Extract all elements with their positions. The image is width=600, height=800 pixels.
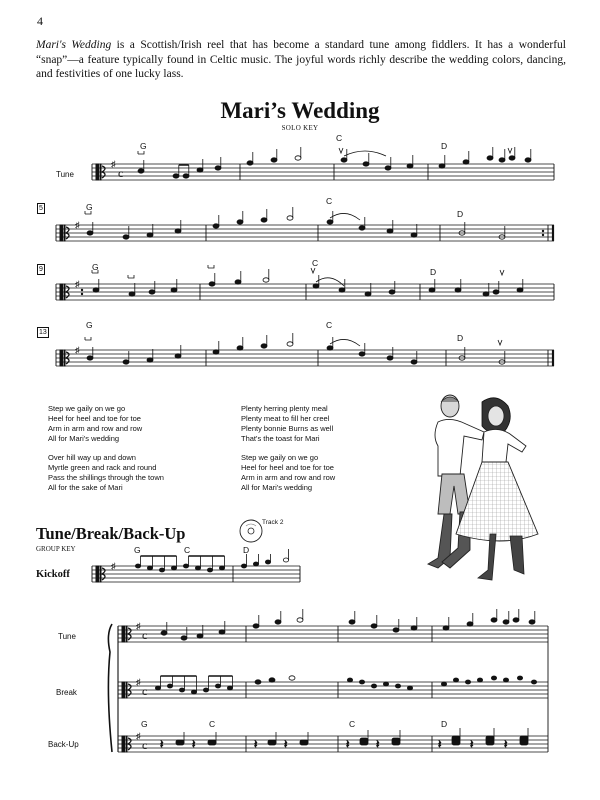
svg-text:𝄽: 𝄽 <box>470 739 474 751</box>
kickoff-chord-d: D <box>243 545 250 555</box>
chord-line4-d: D <box>457 333 464 343</box>
svg-text:𝄽: 𝄽 <box>346 739 350 751</box>
solo-key-label: SOLO KEY <box>281 124 319 132</box>
chord-line2-d: D <box>457 209 464 219</box>
svg-text:♯: ♯ <box>75 345 80 355</box>
backup-chord-d: D <box>441 719 448 729</box>
svg-text:𝄽: 𝄽 <box>284 739 288 751</box>
chord-line3-g: G <box>92 262 99 272</box>
chord-line1-d: D <box>441 141 448 151</box>
lyric-line: Arm in arm and row and row <box>48 424 143 433</box>
svg-text:♯: ♯ <box>75 220 80 230</box>
chord-line3-c: C <box>312 258 319 268</box>
track-label: Track 2 <box>262 519 284 526</box>
chord-line4-c: C <box>326 320 333 330</box>
svg-text:♯: ♯ <box>75 279 80 289</box>
time-sig-break: c <box>142 684 148 698</box>
lyric-line: Step we gaily on we go <box>48 404 126 413</box>
backup-chord-c2: C <box>349 719 356 729</box>
song-title: Mari’s Wedding <box>220 98 380 123</box>
lyric-line: Step we gaily on we go <box>241 453 319 462</box>
time-sig-tune: c <box>142 628 148 642</box>
time-sig-backup: c <box>142 738 148 752</box>
kickoff-chord-c: C <box>184 545 191 555</box>
svg-text:𝄽: 𝄽 <box>192 739 196 751</box>
svg-text:𝄽: 𝄽 <box>376 739 380 751</box>
kickoff-chord-g: G <box>134 545 141 555</box>
lyric-line: All for Mari's wedding <box>48 434 120 443</box>
chord-line2-c: C <box>326 196 333 206</box>
section-title: Tune/Break/Back-Up <box>36 524 186 543</box>
lyric-line: Plenty bonnie Burns as well <box>241 424 334 433</box>
system-label-back-up: Back-Up <box>48 740 79 749</box>
lyric-line: That's the toast for Mari <box>241 434 320 443</box>
measure-number-9: 9 <box>39 266 43 273</box>
page-number: 4 <box>37 14 43 28</box>
system-label-break: Break <box>56 688 77 697</box>
lyric-line: Over hill way up and down <box>48 453 136 462</box>
lyric-line: All for Mari's wedding <box>241 483 313 492</box>
lyric-line: Arm in arm and row and row <box>241 473 336 482</box>
measure-number-13: 13 <box>39 329 47 336</box>
tune-staff-label: Tune <box>56 170 74 179</box>
backup-chord-c1: C <box>209 719 216 729</box>
svg-text:𝄽: 𝄽 <box>160 739 164 751</box>
svg-text:𝄽: 𝄽 <box>254 739 258 751</box>
chord-line4-g: G <box>86 320 93 330</box>
intro-text: is a Scottish/Irish reel that has become a standard tune among fiddlers. It has a wonderful “snap”—a feature typically found in Celtic music. The joyful words richly describe the wedding colors, dancing, and festivities of one lucky lass. <box>36 39 567 80</box>
svg-text:♯: ♯ <box>111 159 116 169</box>
svg-text:𝄽: 𝄽 <box>504 739 508 751</box>
svg-text:𝄽: 𝄽 <box>438 739 442 751</box>
svg-text:♯: ♯ <box>136 731 141 741</box>
lyric-line: Heel for heel and toe for toe <box>48 414 141 423</box>
time-signature: c <box>118 166 124 180</box>
lyric-line: Pass the shillings through the town <box>48 473 164 482</box>
chord-line1-c: C <box>336 133 343 143</box>
svg-text:♯: ♯ <box>136 621 141 631</box>
measure-number-5: 5 <box>39 205 43 212</box>
lyric-line: Plenty herring plenty meal <box>241 404 328 413</box>
chord-line1-g: G <box>140 141 147 151</box>
kickoff-label: Kickoff <box>36 569 70 580</box>
chord-line3-d: D <box>430 267 437 277</box>
chord-line2-g: G <box>86 202 93 212</box>
svg-text:♯: ♯ <box>136 677 141 687</box>
lyric-line: Heel for heel and toe for toe <box>241 463 334 472</box>
backup-chord-g: G <box>141 719 148 729</box>
lyric-line: All for the sake of Mari <box>48 483 123 492</box>
system-label-tune: Tune <box>58 632 76 641</box>
group-key-label: GROUP KEY <box>36 545 76 553</box>
intro-song-title: Mari's Wedding <box>36 39 112 51</box>
lyric-line: Plenty meat to fill her creel <box>241 414 330 423</box>
svg-text:♯: ♯ <box>111 561 116 571</box>
lyric-line: Myrtle green and rack and round <box>48 463 157 472</box>
